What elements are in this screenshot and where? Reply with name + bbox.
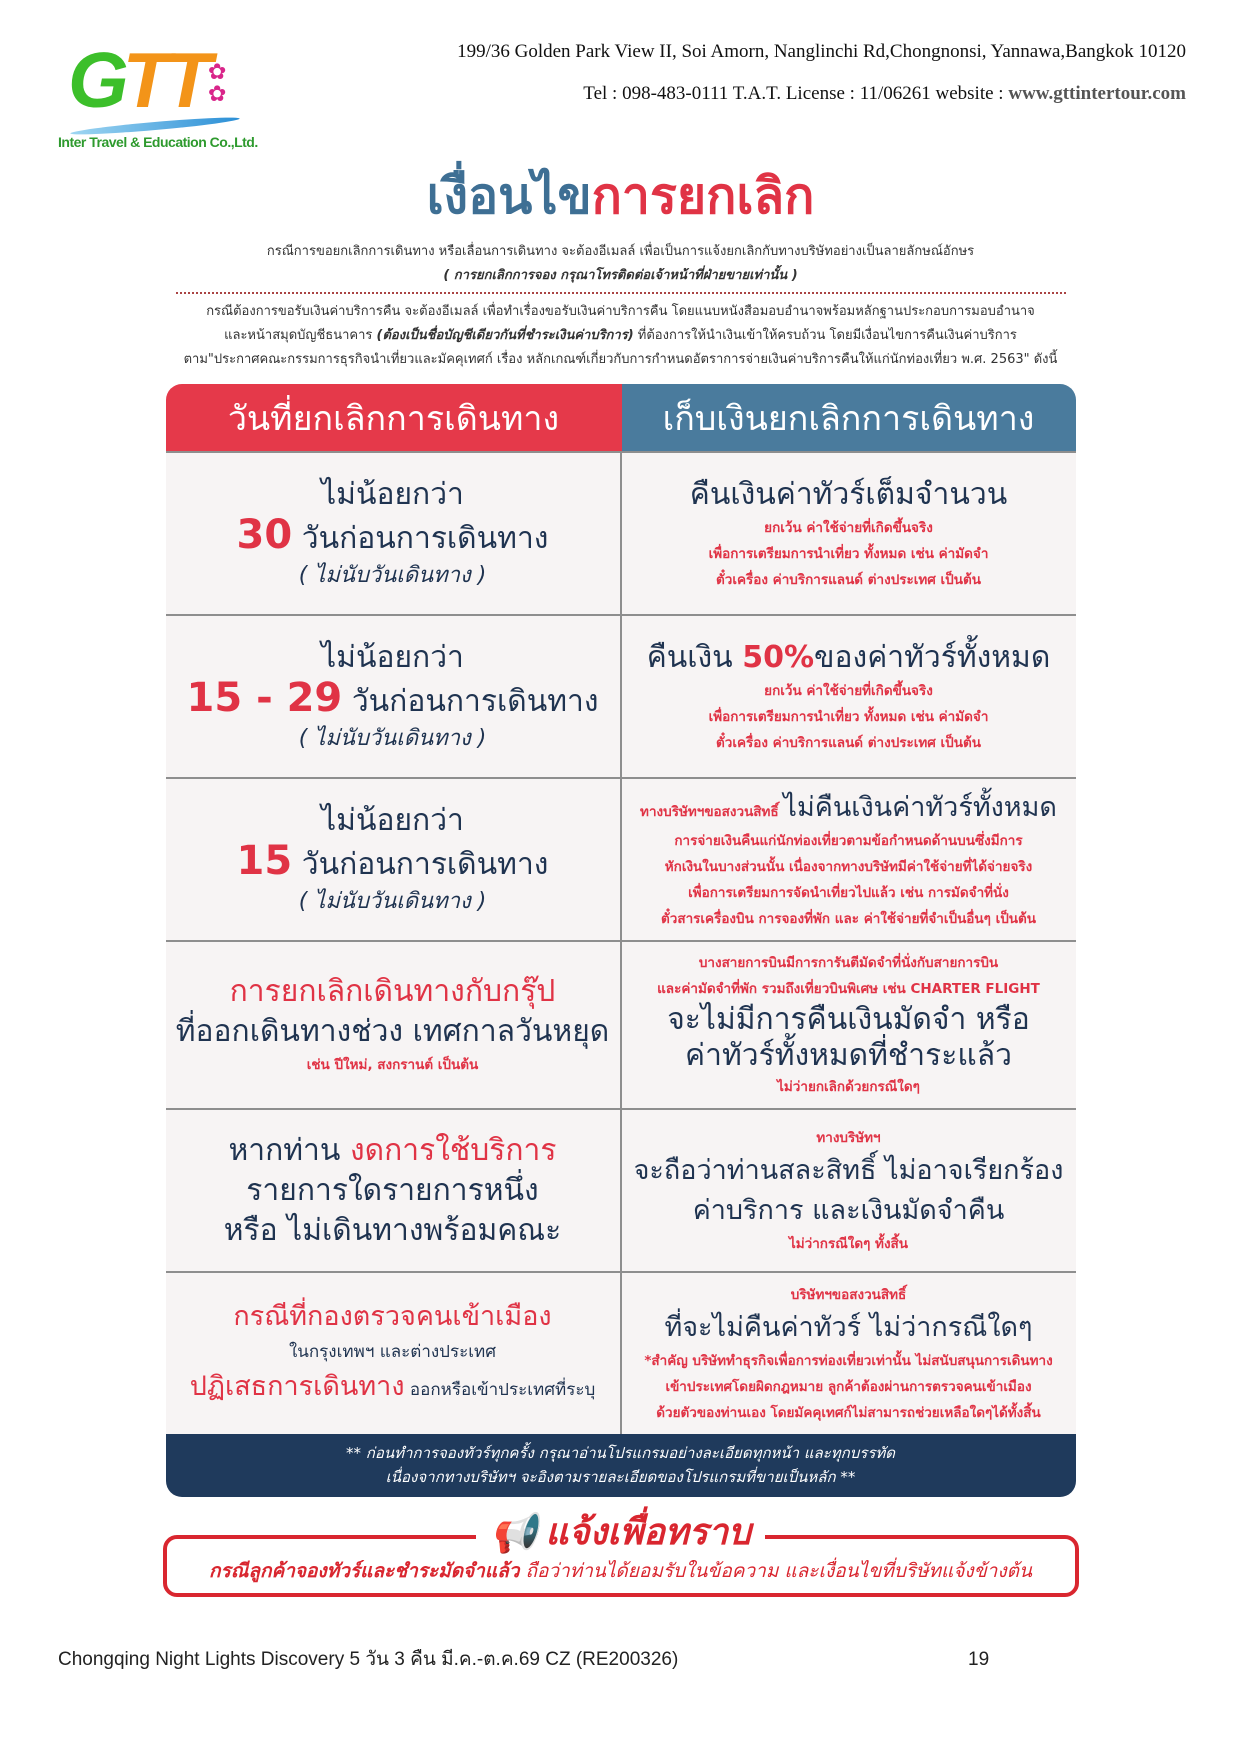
table-row: กรณีที่กองตรวจคนเข้าเมือง ในกรุงเทพฯ และต่างประเทศ ปฏิเสธการเดินทาง ออกหรือเข้าประเทศที่ระบุ บริษัทฯขอสงวนสิทธิ์ ที่จะไม่คืนค่าทัวร์ ไม่ว่ากรณีใดๆ *สำคัญ บริษัททำธุรกิจเพื่อการท่องเที่ยวเท่านั้น ไม่สนับสนุนการเดินทาง เข้าประเทศโดยผิดกฎหมาย ลูกค้าต้องผ่านการตรวจคนเข้าเมือง ด้วยตัวของท่านเอง โดยมัคคุเทศก์ไม่สามารถช่วยเหลือใดๆได้ทั้งสิ้น <box>166 1271 1076 1434</box>
intro-line: ( การยกเลิกการจอง กรุณาโทรติดต่อเจ้าหน้าที่ฝ่ายขายเท่านั้น ) <box>443 268 798 283</box>
page-number: 19 <box>968 1649 990 1670</box>
intro-line: กรณีต้องการขอรับเงินค่าบริการคืน จะต้องอีเมลล์ เพื่อทำเรื่องขอรับเงินค่าบริการคืน โดยแนบหนังสือมอบอำนาจพร้อมหลักฐานประกอบการมอบอำนาจ <box>206 304 1035 319</box>
table-row: ไม่น้อยกว่า 15 - 29 วันก่อนการเดินทาง ( ไม่นับวันเดินทาง ) คืนเงิน 50%ของค่าทัวร์ทั้งหมด ยกเว้น ค่าใช้จ่ายที่เกิดขึ้นจริง เพื่อการเตรียมการนำเที่ยว ทั้งหมด เช่น ค่ามัดจำ ตั๋วเครื่อง ค่าบริการแลนด์ ต่างประเทศ เป็นต้น <box>166 614 1076 777</box>
cancellation-table <box>166 384 1076 1497</box>
table-row: การยกเลิกเดินทางกับกรุ๊ป ที่ออกเดินทางช่วง เทศกาลวันหยุด เช่น ปีใหม่, สงกรานต์ เป็นต้น บางสายการบินมีการการันตีมัดจำที่นั่งกับสายการบิน และค่ามัดจำที่พัก รวมถึงเที่ยวบินพิเศษ เช่น CHARTER FLIGHT จะไม่มีการคืนเงินมัดจำ หรือ ค่าทัวร์ทั้งหมดที่ชำระแล้ว ไม่ว่ายกเลิกด้วยกรณีใดๆ <box>166 940 1076 1108</box>
megaphone-icon: 📢 <box>490 1511 538 1555</box>
company-address: 199/36 Golden Park View II, Soi Amorn, Nanglinchi Rd,Chongnonsi, Yannawa,Bangkok 10120 <box>457 41 1186 62</box>
logo-subtitle: Inter Travel & Education Co.,Ltd. <box>58 134 258 150</box>
intro-line: กรณีการขอยกเลิกการเดินทาง หรือเลื่อนการเดินทาง จะต้องอีเมลล์ เพื่อเป็นการแจ้งยกเลิกกับทางบริษัทอย่างเป็นลายลักษณ์อักษร <box>266 244 975 259</box>
main-content <box>0 160 1241 1677</box>
table-row: ไม่น้อยกว่า 30 วันก่อนการเดินทาง ( ไม่นับวันเดินทาง ) คืนเงินค่าทัวร์เต็มจำนวน ยกเว้น ค่าใช้จ่ายที่เกิดขึ้นจริง เพื่อการเตรียมการนำเที่ยว ทั้งหมด เช่น ค่ามัดจำ ตั๋วเครื่อง ค่าบริการแลนด์ ต่างประเทศ เป็นต้น <box>166 451 1076 614</box>
table-row: หากท่าน งดการใช้บริการ รายการใดรายการหนึ่ง หรือ ไม่เดินทางพร้อมคณะ ทางบริษัทฯ จะถือว่าท่านสละสิทธิ์ ไม่อาจเรียกร้อง ค่าบริการ และเงินมัดจำคืน ไม่ว่ากรณีใดๆ ทั้งสิ้น <box>166 1108 1076 1271</box>
flower-icon: ✿ ✿ <box>208 60 227 107</box>
notice-title: แจ้งเพื่อทราบ <box>545 1512 751 1553</box>
notice-section <box>163 1511 1079 1597</box>
table-row: ไม่น้อยกว่า 15 วันก่อนการเดินทาง ( ไม่นับวันเดินทาง ) ทางบริษัทฯขอสงวนสิทธิ์ ไม่คืนเงินค่าทัวร์ทั้งหมด การจ่ายเงินคืนแก่นักท่องเที่ยวตามข้อกำหนดด้านบนซึ่งมีการ หักเงินในบางส่วนนั้น เนื่องจากทางบริษัทมีค่าใช้จ่ายที่ได้จ่ายจริง เพื่อการเตรียมการจัดนำเที่ยวไปแล้ว เช่น การมัดจำที่นั่ง ตั๋วสารเครื่องบิน การจองที่พัก และ ค่าใช้จ่ายที่จำเป็นอื่นๆ เป็นต้น <box>166 777 1076 940</box>
website-link[interactable]: www.gttintertour.com <box>1008 83 1186 104</box>
page-title: เงื่อนไขการยกเลิก <box>426 167 815 225</box>
intro-line: ตาม"ประกาศคณะกรรมการธุรกิจนำเที่ยวและมัคคุเทศก์ เรื่อง หลักเกณฑ์เกี่ยวกับการกำหนดอัตราการจ่ายเงินค่าบริการคืนให้แก่นักท่องเที่ยว พ.ศ. 2563" ดังนี้ <box>183 352 1058 367</box>
document-footer: Chongqing Night Lights Discovery 5 วัน 3 คืน มี.ค.-ต.ค.69 CZ (RE200326) <box>58 1649 679 1670</box>
header-cancel-fee: เก็บเงินยกเลิกการเดินทาง <box>622 384 1076 451</box>
company-contact: Tel : 098-483-0111 T.A.T. License : 11/06261 website : www.gttintertour.com <box>583 83 1186 104</box>
booking-note-banner: ** ก่อนทำการจองทัวร์ทุกครั้ง กรุณาอ่านโปรแกรมอย่างละเอียดทุกหน้า และทุกบรรทัด เนื่องจากทางบริษัทฯ จะอิงตามรายละเอียดของโปรแกรมที่ขายเป็นหลัก ** <box>166 1434 1076 1497</box>
company-logo: GTT ✿ ✿ Inter Travel & Education Co.,Ltd. <box>58 36 258 150</box>
header-cancel-date: วันที่ยกเลิกการเดินทาง <box>166 384 622 451</box>
notice-text: กรณีลูกค้าจองทัวร์และชำระมัดจำแล้ว ถือว่าท่านได้ยอมรับในข้อความ และเงื่อนไขที่บริษัทแจ้งข้างต้น <box>209 1560 1032 1582</box>
intro-line: และหน้าสมุดบัญชีธนาคาร (ต้องเป็นชื่อบัญชีเดียวกันที่ชำระเงินค่าบริการ) ที่ต้องการให้นำเงินเข้าให้ครบถ้วน โดยมีเงื่อนไขการคืนเงินค่าบริการ <box>224 328 1017 343</box>
dotted-divider <box>176 292 1066 294</box>
